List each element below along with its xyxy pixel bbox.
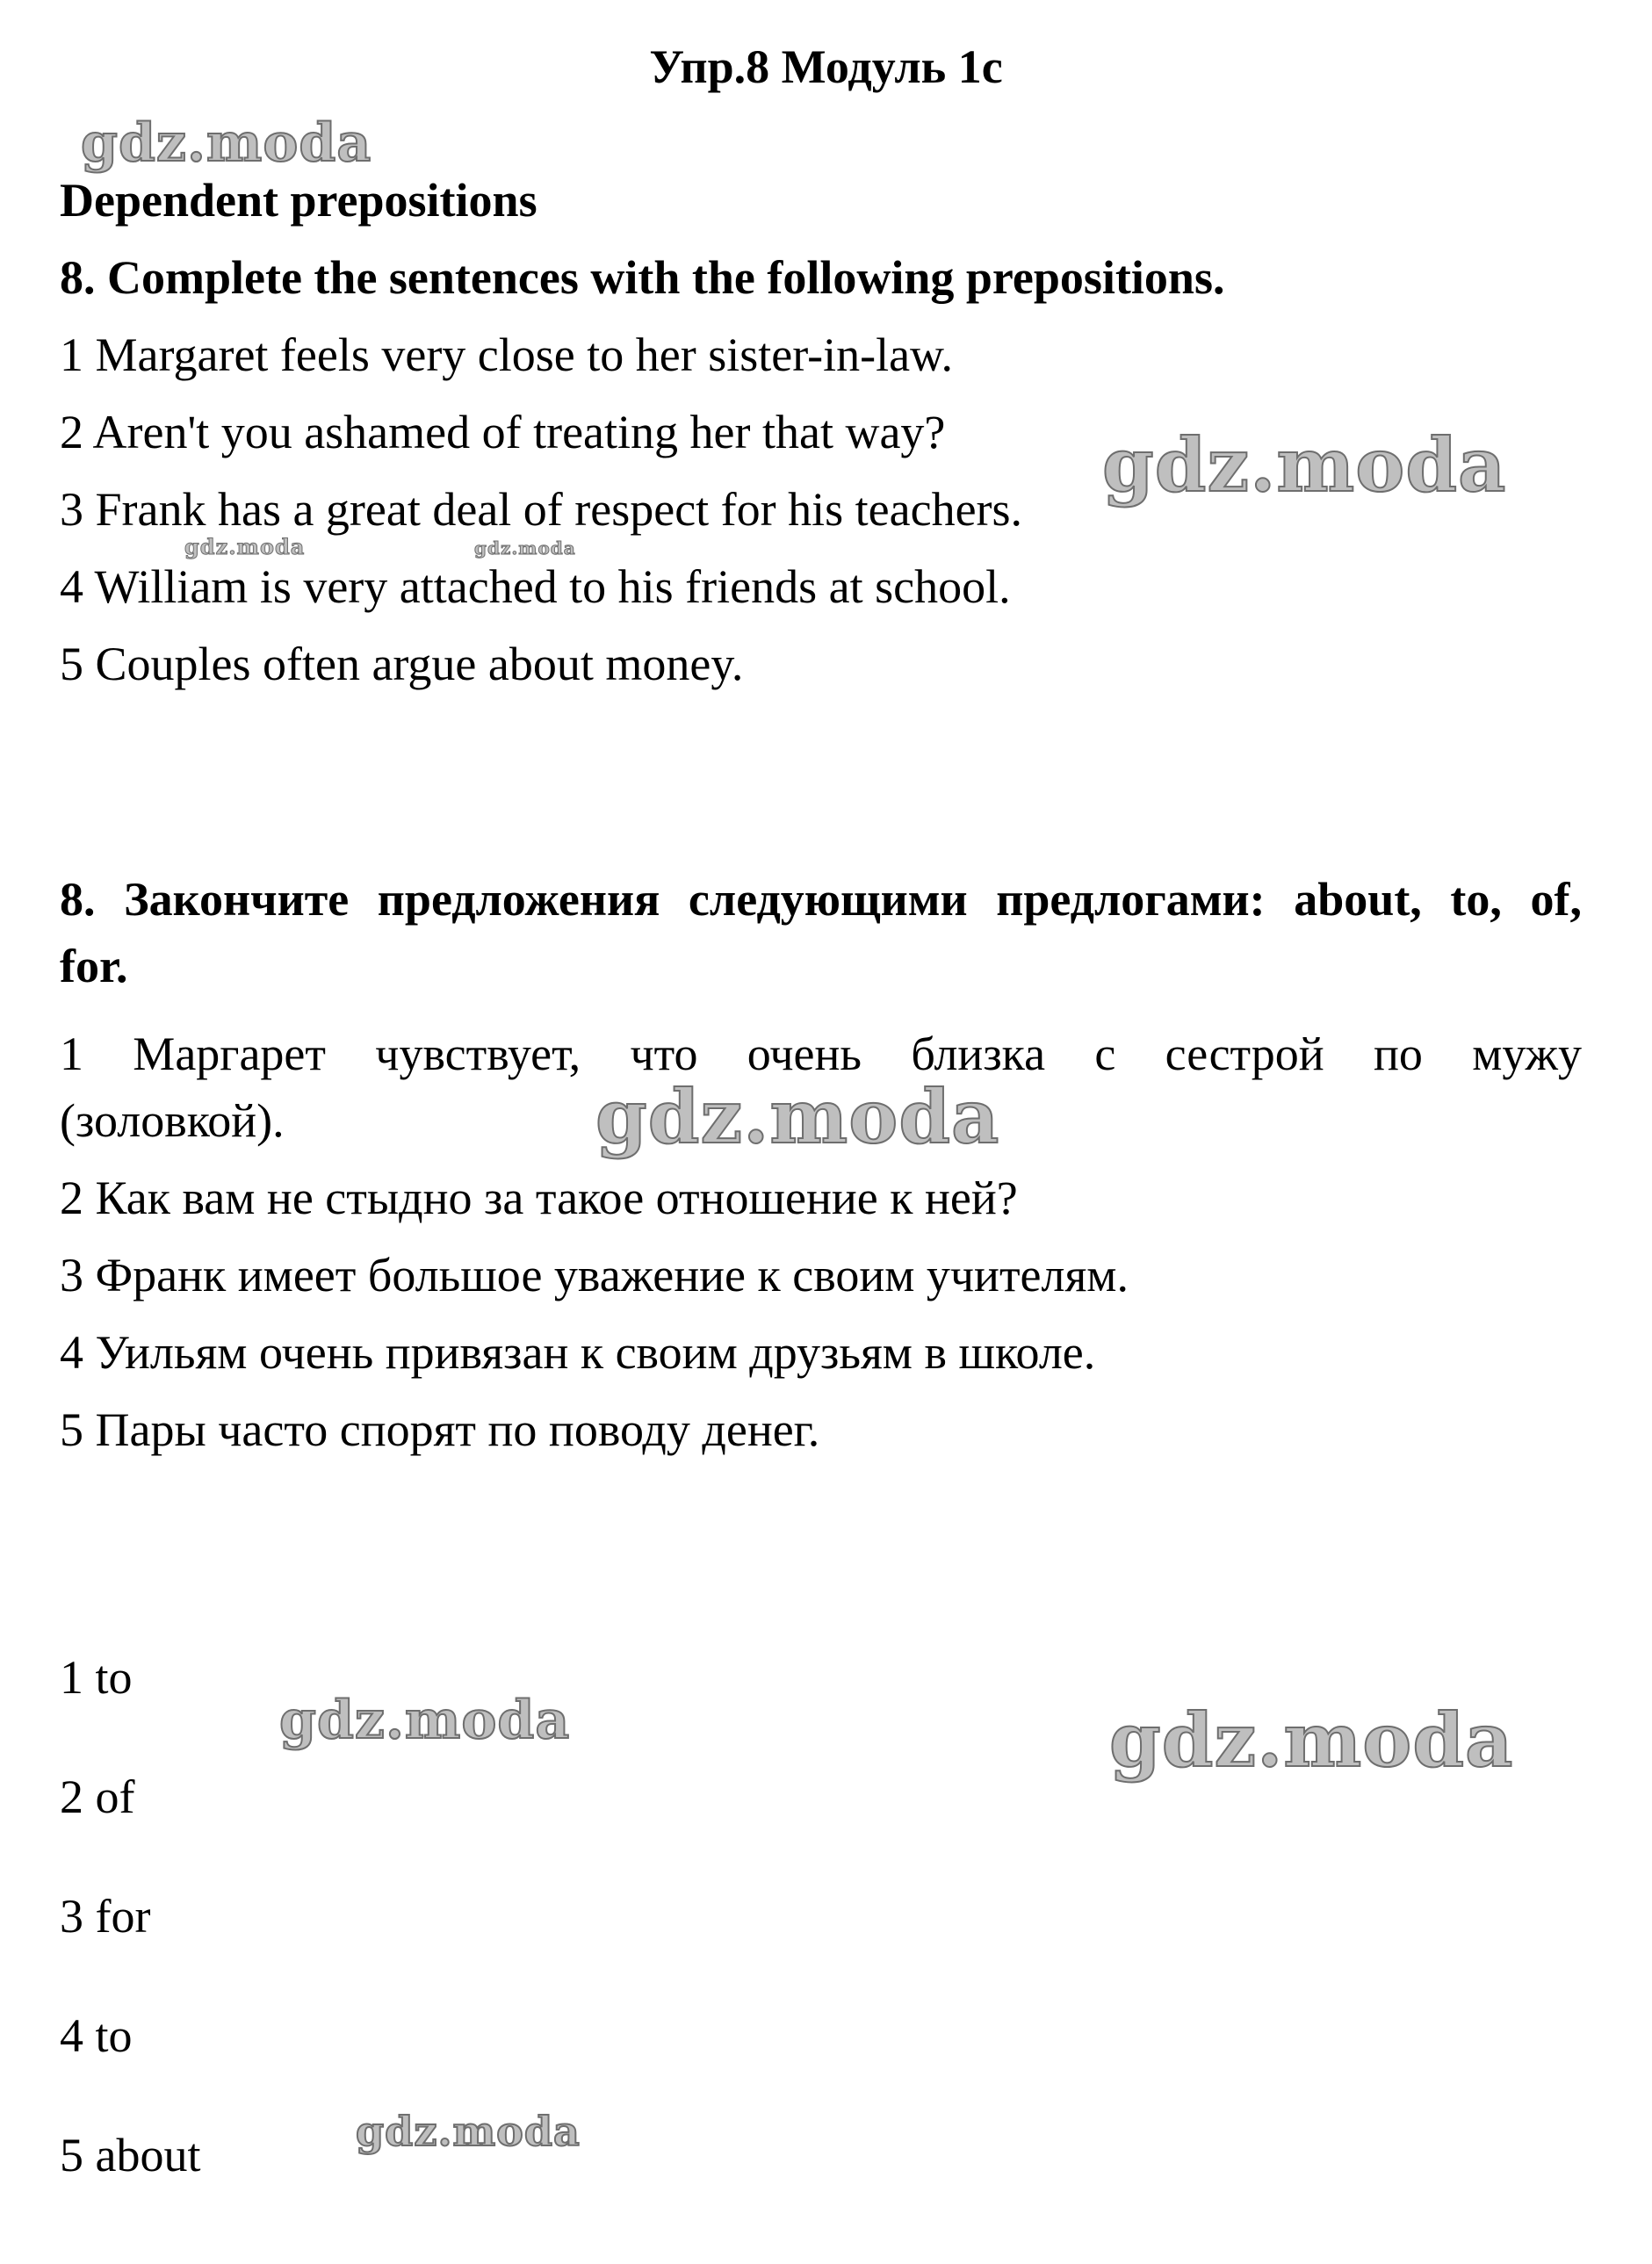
watermark-text: gdz.moda xyxy=(1102,422,1507,508)
exercise-task-english: 8. Complete the sentences with the following prepositions. xyxy=(60,251,1225,304)
russian-sentence-5: 5 Пары часто спорят по поводу денег. xyxy=(60,1403,820,1456)
watermark-text: gdz.moda xyxy=(184,534,306,559)
russian-sentence-4: 4 Уильям очень привязан к своим друзьям в школе. xyxy=(60,1326,1096,1379)
watermark-text: gdz.moda xyxy=(279,1690,571,1751)
russian-sentence-1-line1: 1 Маргарет чувствует, что очень близка с сестрой по мужу xyxy=(60,1027,1582,1080)
exercise-task-russian-line2: for. xyxy=(60,940,128,992)
watermark-text: gdz.moda xyxy=(474,537,576,559)
page-title: Упр.8 Модуль 1c xyxy=(649,40,1003,93)
watermark-text: gdz.moda xyxy=(595,1073,1000,1160)
answer-2: 2 of xyxy=(60,1770,135,1823)
answer-5: 5 about xyxy=(60,2129,201,2181)
russian-sentence-1-line2: (золовкой). xyxy=(60,1094,285,1147)
russian-sentence-2: 2 Как вам не стыдно за такое отношение к ней? xyxy=(60,1172,1018,1224)
english-sentence-5: 5 Couples often argue about money. xyxy=(60,638,744,690)
russian-sentence-3: 3 Франк имеет большое уважение к своим учителям. xyxy=(60,1249,1129,1301)
exercise-task-russian-line1: 8. Закончите предложения следующими предлогами: about, to, of, xyxy=(60,873,1582,926)
english-sentence-3: 3 Frank has a great deal of respect for his teachers. xyxy=(60,483,1023,536)
english-sentence-4: 4 William is very attached to his friends at school. xyxy=(60,560,1011,613)
watermark-text: gdz.moda xyxy=(1109,1697,1514,1784)
section-heading: Dependent prepositions xyxy=(60,174,537,227)
watermark-text: gdz.moda xyxy=(356,2108,581,2155)
watermark-text: gdz.moda xyxy=(81,112,372,174)
answer-1: 1 to xyxy=(60,1651,133,1704)
english-sentence-1: 1 Margaret feels very close to her sister-in-law. xyxy=(60,328,954,381)
answer-3: 3 for xyxy=(60,1890,151,1943)
answer-4: 4 to xyxy=(60,2009,133,2062)
english-sentence-2: 2 Aren't you ashamed of treating her that way? xyxy=(60,406,946,458)
